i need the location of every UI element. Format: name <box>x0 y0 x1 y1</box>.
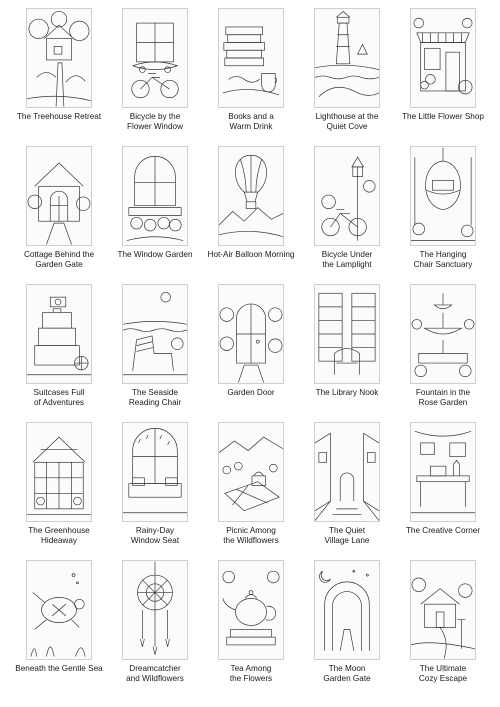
page-caption <box>302 112 392 132</box>
page-caption <box>398 664 488 684</box>
page-thumbnail <box>410 8 476 108</box>
page-thumbnail <box>314 8 380 108</box>
cozy-escape-icon <box>411 561 475 659</box>
caption-line: The Hanging <box>419 250 467 259</box>
creative-corner-icon <box>411 423 475 521</box>
page-caption <box>110 526 200 546</box>
caption-line: Village Lane <box>324 536 370 545</box>
caption-line: Cottage Behind the <box>23 250 95 259</box>
caption-line: Hideaway <box>41 536 77 545</box>
caption-line: The Quiet <box>329 526 365 535</box>
dreamcatcher-icon <box>123 561 187 659</box>
caption-line: The Seaside <box>132 388 178 397</box>
caption-line: Beneath the Gentle Sea <box>15 664 103 673</box>
caption-line: Garden Gate <box>323 674 371 683</box>
page-caption <box>14 112 104 122</box>
page-thumbnail <box>26 560 92 660</box>
page-thumbnail <box>314 560 380 660</box>
page-thumbnail <box>218 284 284 384</box>
caption-line: of Adventures <box>33 398 85 407</box>
window-garden-icon <box>123 147 187 245</box>
greenhouse-icon <box>27 423 91 521</box>
page-caption <box>398 526 488 536</box>
page-thumbnail <box>218 560 284 660</box>
page-caption <box>206 388 296 398</box>
page-caption <box>14 664 104 674</box>
caption-line: Tea Among <box>230 664 272 673</box>
page-caption <box>110 664 200 684</box>
caption-line: Bicycle Under <box>321 250 373 259</box>
page-thumbnail <box>26 8 92 108</box>
page-thumbnail <box>410 284 476 384</box>
caption-line: The Library Nook <box>315 388 379 397</box>
caption-line: Warm Drink <box>229 122 273 131</box>
moon-gate-icon <box>315 561 379 659</box>
page-thumbnail <box>218 8 284 108</box>
garden-door-icon <box>219 285 283 383</box>
caption-line: Picnic Among <box>226 526 276 535</box>
caption-line: Dreamcatcher <box>129 664 181 673</box>
teapot-icon <box>219 561 283 659</box>
caption-line: Hot-Air Balloon Morning <box>207 250 295 259</box>
caption-line: The Greenhouse <box>28 526 90 535</box>
page-caption <box>302 250 392 270</box>
page-caption <box>206 664 296 684</box>
caption-line: Quiet Cove <box>326 122 368 131</box>
caption-line: The Little Flower Shop <box>402 112 484 121</box>
page-caption <box>206 112 296 132</box>
caption-line: Reading Chair <box>128 398 182 407</box>
caption-line: Bicycle by the <box>129 112 181 121</box>
caption-line: the Flowers <box>229 674 273 683</box>
caption-line: the Lamplight <box>322 260 372 269</box>
caption-line: Books and a <box>228 112 274 121</box>
page-caption <box>110 388 200 408</box>
caption-line: Suitcases Full <box>33 388 85 397</box>
page-caption <box>398 250 488 270</box>
cottage-gate-icon <box>27 147 91 245</box>
page-thumbnail <box>314 146 380 246</box>
caption-line: Window Seat <box>130 536 180 545</box>
hanging-chair-icon <box>411 147 475 245</box>
caption-line: Garden Door <box>227 388 275 397</box>
page-thumbnail <box>410 560 476 660</box>
page-thumbnail <box>122 284 188 384</box>
page-thumbnail <box>26 422 92 522</box>
caption-line: Flower Window <box>127 122 183 131</box>
caption-line: and Wildflowers <box>126 674 184 683</box>
fountain-icon <box>411 285 475 383</box>
hot-air-balloon-icon <box>219 147 283 245</box>
caption-line: Cozy Escape <box>418 674 468 683</box>
caption-line: Garden Gate <box>35 260 83 269</box>
page-caption <box>14 250 104 270</box>
page-caption <box>206 526 296 546</box>
page-thumbnail <box>122 422 188 522</box>
page-thumbnail <box>218 146 284 246</box>
caption-line: Lighthouse at the <box>315 112 379 121</box>
page-thumbnail <box>410 422 476 522</box>
page-caption <box>302 388 392 398</box>
sea-turtle-icon <box>27 561 91 659</box>
books-drink-icon <box>219 9 283 107</box>
village-lane-icon <box>315 423 379 521</box>
page-thumbnail <box>122 8 188 108</box>
page-caption <box>110 112 200 132</box>
coloring-page-grid <box>15 0 484 707</box>
caption-line: Fountain in the <box>415 388 471 397</box>
page-caption <box>398 112 488 122</box>
page-thumbnail <box>26 284 92 384</box>
seaside-chair-icon <box>123 285 187 383</box>
lighthouse-icon <box>315 9 379 107</box>
page-thumbnail <box>314 422 380 522</box>
page-thumbnail <box>122 146 188 246</box>
library-nook-icon <box>315 285 379 383</box>
bicycle-lamp-icon <box>315 147 379 245</box>
treehouse-icon <box>27 9 91 107</box>
page-thumbnail <box>410 146 476 246</box>
caption-line: The Window Garden <box>117 250 193 259</box>
page-thumbnail <box>122 560 188 660</box>
page-caption <box>398 388 488 408</box>
page-thumbnail <box>314 284 380 384</box>
window-seat-icon <box>123 423 187 521</box>
picnic-icon <box>219 423 283 521</box>
caption-line: Chair Sanctuary <box>413 260 473 269</box>
bicycle-window-icon <box>123 9 187 107</box>
caption-line: Rose Garden <box>418 398 468 407</box>
caption-line: The Moon <box>328 664 366 673</box>
suitcases-icon <box>27 285 91 383</box>
page-thumbnail <box>26 146 92 246</box>
caption-line: The Treehouse Retreat <box>16 112 102 121</box>
caption-line: Rainy-Day <box>135 526 175 535</box>
caption-line: the Wildflowers <box>223 536 279 545</box>
page-caption <box>302 664 392 684</box>
caption-line: The Creative Corner <box>405 526 481 535</box>
flower-shop-icon <box>411 9 475 107</box>
page-caption <box>14 388 104 408</box>
page-caption <box>110 250 200 260</box>
page-caption <box>14 526 104 546</box>
caption-line: The Ultimate <box>419 664 467 673</box>
page-caption <box>302 526 392 546</box>
page-thumbnail <box>218 422 284 522</box>
page-caption <box>206 250 296 260</box>
